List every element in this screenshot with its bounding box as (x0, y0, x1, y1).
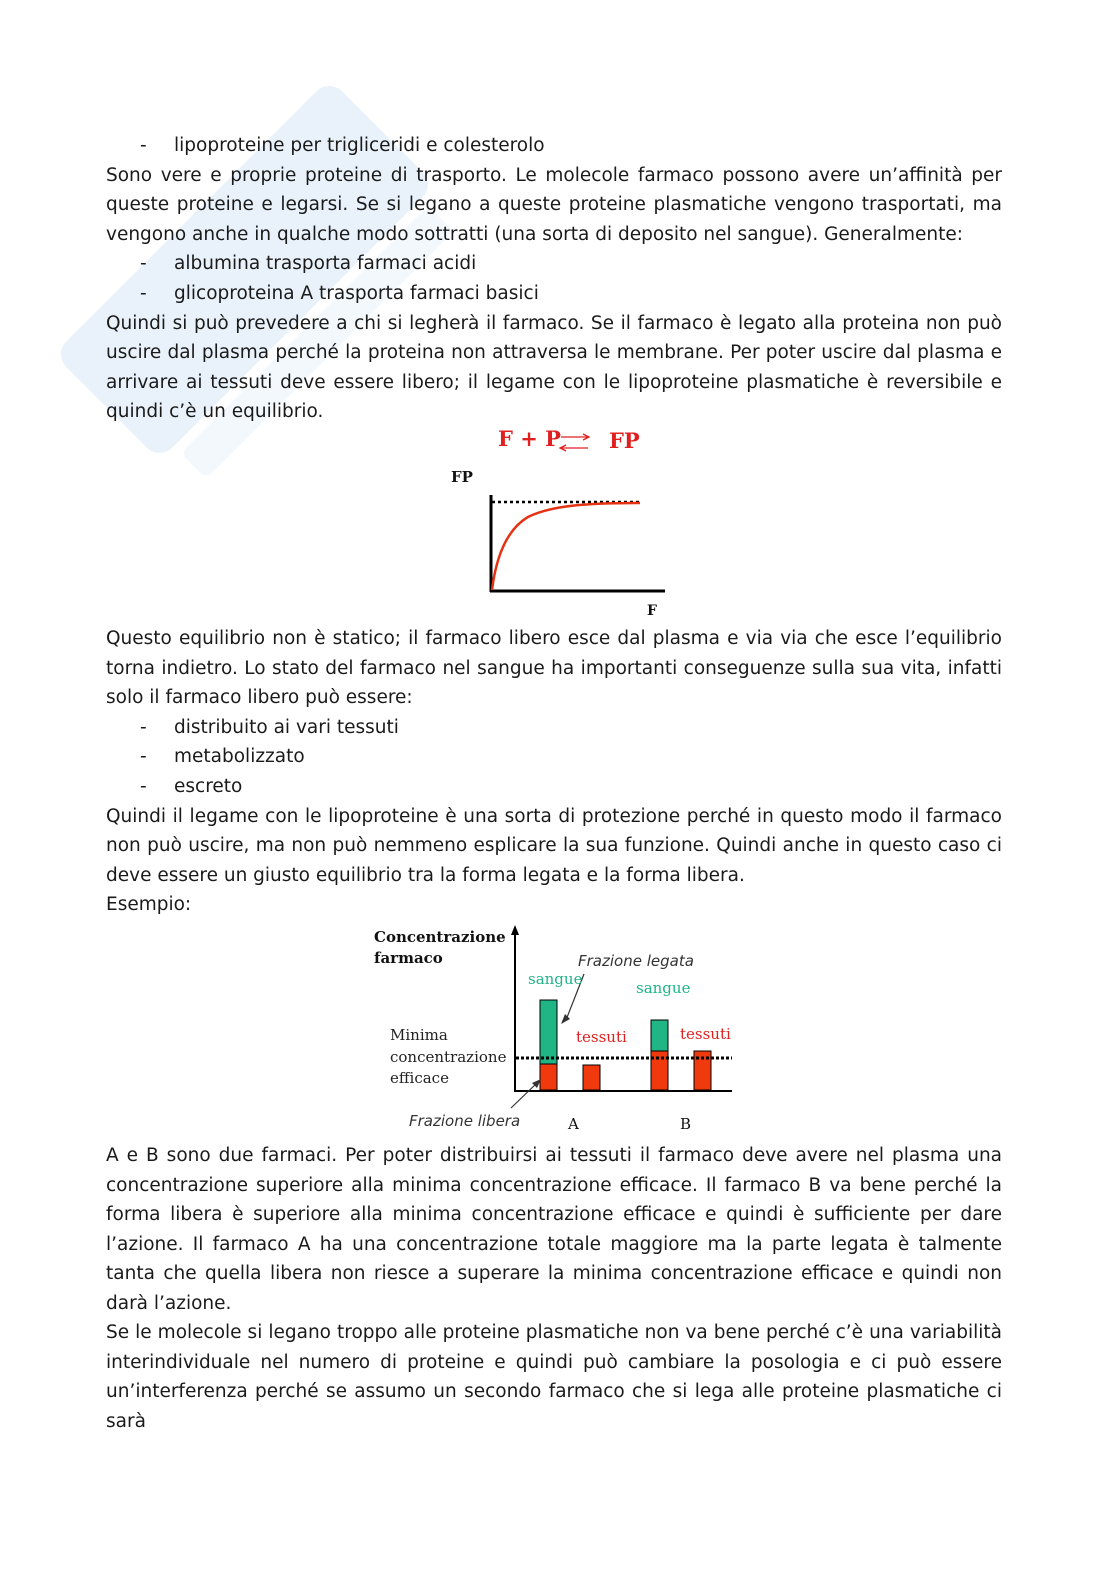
paragraph: Questo equilibrio non è statico; il farmaco libero esce dal plasma e via via che esce l’equilibrio torna indietro. Lo stato del farmaco nel sangue ha importanti conseguenze sulla sua vita, infatti solo il farmaco libero può essere: (106, 628, 1002, 709)
text-block-4 (106, 1318, 1002, 1436)
category-b: B (680, 1115, 692, 1133)
y-axis-arrow-icon (511, 925, 519, 935)
bar-a-free (540, 1064, 557, 1090)
binding-curve (492, 503, 640, 590)
tessuti-label-a: tessuti (576, 1028, 627, 1046)
text-block-1 (106, 131, 1002, 427)
free-fraction-label: Frazione libera (409, 1112, 521, 1130)
drug-concentration-figure (368, 920, 748, 1140)
list-item: - metabolizzato (140, 746, 305, 768)
paragraph: Quindi si può prevedere a chi si legherà il farmaco. Se il farmaco è legato alla proteina non può uscire dal plasma perché la proteina non attraversa le membrane. Per poter uscire dal plasma e arrivare ai tessuti deve essere libero; il legame con le lipoproteine plasmatiche è reversibile e quindi c’è un equilibrio. (106, 312, 1002, 423)
list-item: - albumina trasporta farmaci acidi (140, 253, 477, 275)
bar-a-bound (540, 1000, 557, 1064)
x-axis-label: F (647, 603, 657, 619)
y-axis-label-line1: Concentrazione (374, 928, 506, 946)
tessuti-label-b: tessuti (680, 1025, 731, 1043)
sangue-label-a: sangue (528, 970, 583, 988)
list-item: - lipoproteine per trigliceridi e colesterolo (140, 135, 545, 156)
mec-label-line3: efficace (390, 1069, 449, 1087)
binding-equilibrium-figure (440, 418, 680, 626)
paragraph: Sono vere e proprie proteine di trasporto. Le molecole farmaco possono avere un’affinità per queste proteine e legarsi. Se si legano a queste proteine plasmatiche vengono trasportati, ma vengono anche in qualche modo sottratti (una sorta di deposito nel sangue). Generalmente: (106, 164, 1002, 245)
bound-fraction-label: Frazione legata (578, 952, 694, 970)
bar-a-sangue (540, 1000, 557, 1090)
paragraph: Se le molecole si legano troppo alle proteine plasmatiche non va bene perché c’è una variabilità interindividuale nel numero di proteine e quindi può cambiare la posologia e ci può essere un’interferenza perché se assumo un secondo farmaco che si lega alle proteine plasmatiche ci sarà (106, 1322, 1002, 1432)
paragraph: Quindi il legame con le lipoproteine è una sorta di protezione perché in questo modo il farmaco non può uscire, ma non può nemmeno esplicare la sua funzione. Quindi anche in questo caso ci deve essere un giusto equilibrio tra la forma legata e la forma libera. (106, 805, 1002, 886)
example-label: Esempio: (106, 894, 192, 916)
y-axis-label: FP (451, 468, 473, 486)
mec-label-line2: concentrazione (390, 1048, 507, 1066)
mec-label-line1: Minima (390, 1026, 448, 1044)
equation-left: F + P (498, 426, 561, 451)
category-a: A (568, 1115, 579, 1133)
bound-fraction-arrow-icon (561, 1014, 570, 1024)
text-block-2 (106, 624, 1002, 920)
bar-a-tessuti (583, 1065, 600, 1090)
bar-b-bound (651, 1020, 668, 1051)
bar-b-sangue (651, 1020, 668, 1090)
sangue-label-b: sangue (636, 979, 691, 997)
list-item: - distribuito ai vari tessuti (140, 716, 399, 738)
text-block-3 (106, 1141, 1002, 1319)
list-item: - escreto (140, 775, 243, 797)
equilibrium-arrows-icon (560, 434, 589, 451)
list-item: - glicoproteina A trasporta farmaci basici (140, 282, 539, 304)
paragraph: A e B sono due farmaci. Per poter distribuirsi ai tessuti il farmaco deve avere nel plasma una concentrazione superiore alla minima concentrazione efficace. Il farmaco B va bene perché la forma libera è superiore alla minima concentrazione efficace e quindi è sufficiente per dare l’azione. Il farmaco A ha una concentrazione totale maggiore ma la parte legata è talmente tanta che quella libera non riesce a superare la minima concentrazione efficace e quindi non darà l’azione. (106, 1145, 1002, 1314)
y-axis-label-line2: farmaco (374, 949, 443, 967)
equation-right: FP (609, 428, 640, 453)
